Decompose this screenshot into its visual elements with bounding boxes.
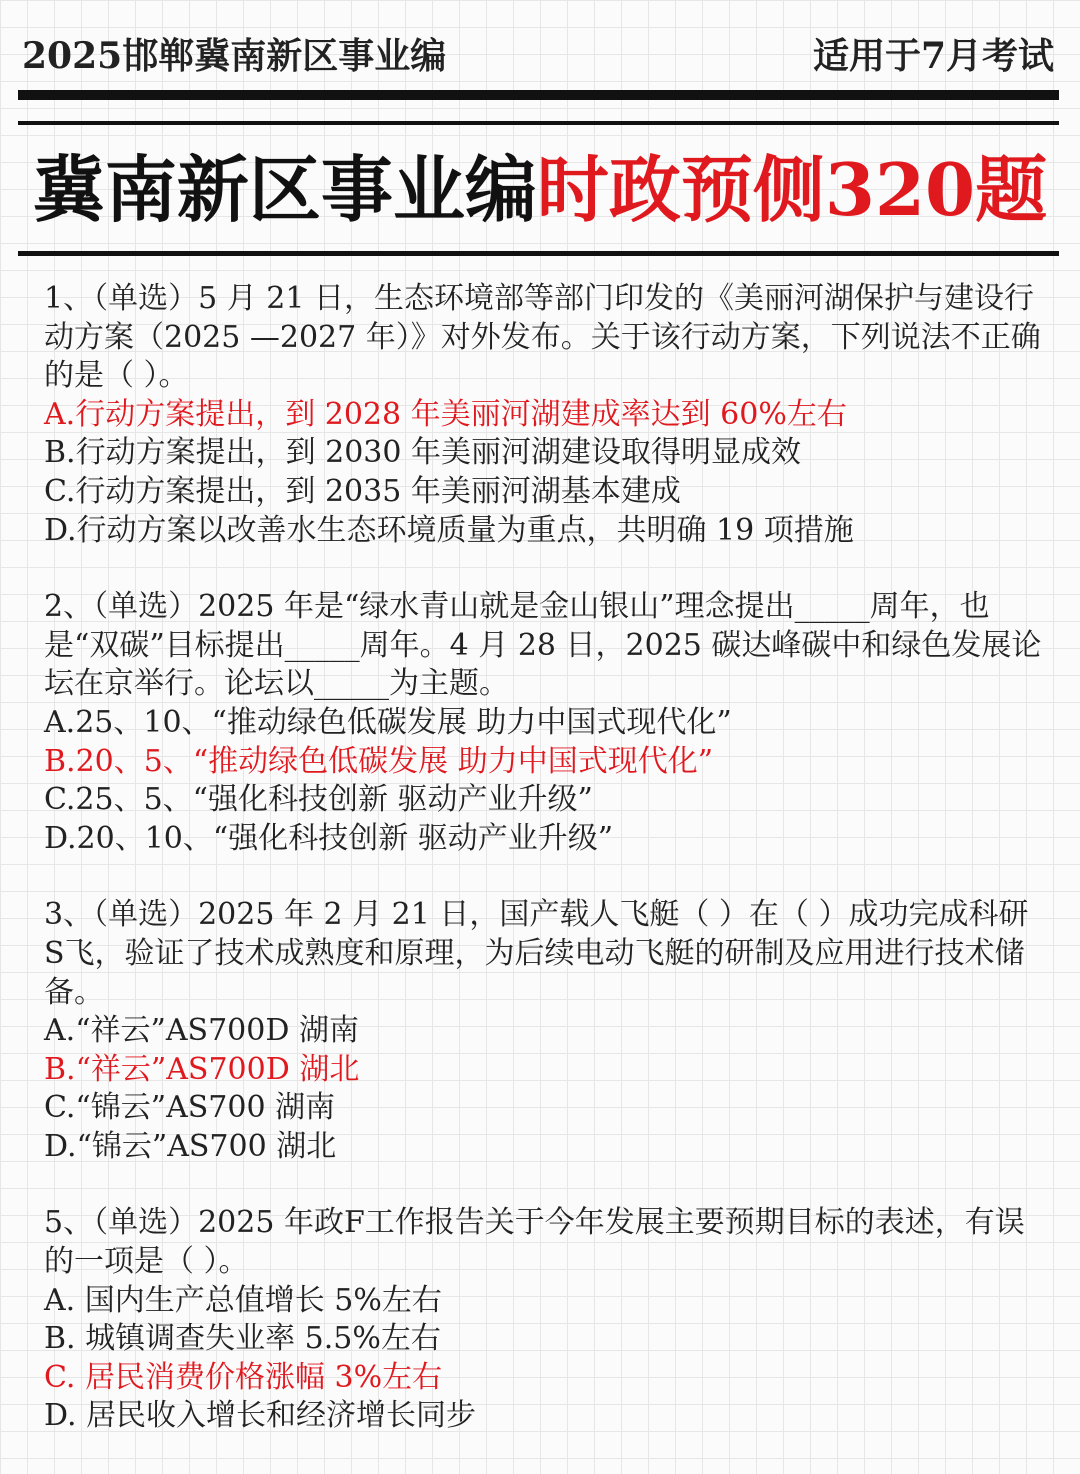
- option-a: A.行动方案提出，到 2028 年美丽河湖建成率达到 60%左右: [44, 396, 847, 432]
- option-b: B.20、5、“推动绿色低碳发展 助力中国式现代化”: [44, 743, 714, 779]
- question-3: [44, 896, 1044, 1166]
- title-red-part: 时政预侧320题: [536, 147, 1048, 232]
- question-list: [44, 280, 1044, 1474]
- option-c: C. 居民消费价格涨幅 3%左右: [44, 1359, 443, 1395]
- question-stem: 1、（单选）5 月 21 日，生态环境部等部门印发的《美丽河湖保护与建设行动方案（2025 —2027 年）》对外发布。关于该行动方案，下列说法不正确的是（ ）。: [44, 281, 1041, 394]
- thick-divider: [18, 90, 1059, 100]
- header-exam-date: 适用于7月考试: [812, 35, 1054, 77]
- option-a: A. 国内生产总值增长 5%左右: [44, 1282, 442, 1318]
- option-a: A.25、10、“推动绿色低碳发展 助力中国式现代化”: [44, 704, 732, 740]
- question-5: [44, 1204, 1044, 1436]
- header-exam-name: 2025邯郸冀南新区事业编: [22, 35, 447, 77]
- title-underline: [18, 251, 1059, 256]
- option-c: C.“锦云”AS700 湖南: [44, 1090, 336, 1126]
- option-b: B. 城镇调查失业率 5.5%左右: [44, 1321, 441, 1357]
- option-c: C.25、5、“强化科技创新 驱动产业升级”: [44, 782, 593, 818]
- option-d: D.20、10、“强化科技创新 驱动产业升级”: [44, 820, 614, 856]
- option-b: B.行动方案提出，到 2030 年美丽河湖建设取得明显成效: [44, 435, 802, 471]
- option-d: D.行动方案以改善水生态环境质量为重点，共明确 19 项措施: [44, 512, 854, 548]
- question-2: [44, 588, 1044, 858]
- question-stem: 5、（单选）2025 年政F工作报告关于今年发展主要预期目标的表述，有误的一项是（ ）。: [44, 1205, 1025, 1280]
- option-d: D. 居民收入增长和经济增长同步: [44, 1398, 477, 1434]
- title-black-part: 冀南新区事业编: [32, 147, 537, 232]
- option-c: C.行动方案提出，到 2035 年美丽河湖基本建成: [44, 473, 681, 509]
- option-d: D.“锦云”AS700 湖北: [44, 1128, 337, 1164]
- option-a: A.“祥云”AS700D 湖南: [44, 1013, 359, 1049]
- page-header: [0, 0, 1080, 100]
- page-title: [0, 145, 1080, 235]
- thin-divider: [18, 121, 1059, 125]
- question-stem: 3、（单选）2025 年 2 月 21 日，国产载人飞艇（ ）在（ ）成功完成科研S飞，验证了技术成熟度和原理，为后续电动飞艇的研制及应用进行技术储备。: [44, 897, 1029, 1010]
- option-b: B.“祥云”AS700D 湖北: [44, 1051, 360, 1087]
- question-1: [44, 280, 1044, 550]
- question-stem: 2、（单选）2025 年是“绿水青山就是金山银山”理念提出_____周年，也是“双碳”目标提出_____周年。4 月 28 日，2025 碳达峰碳中和绿色发展论坛在京举行。论坛以_____为主题。: [44, 589, 1042, 702]
